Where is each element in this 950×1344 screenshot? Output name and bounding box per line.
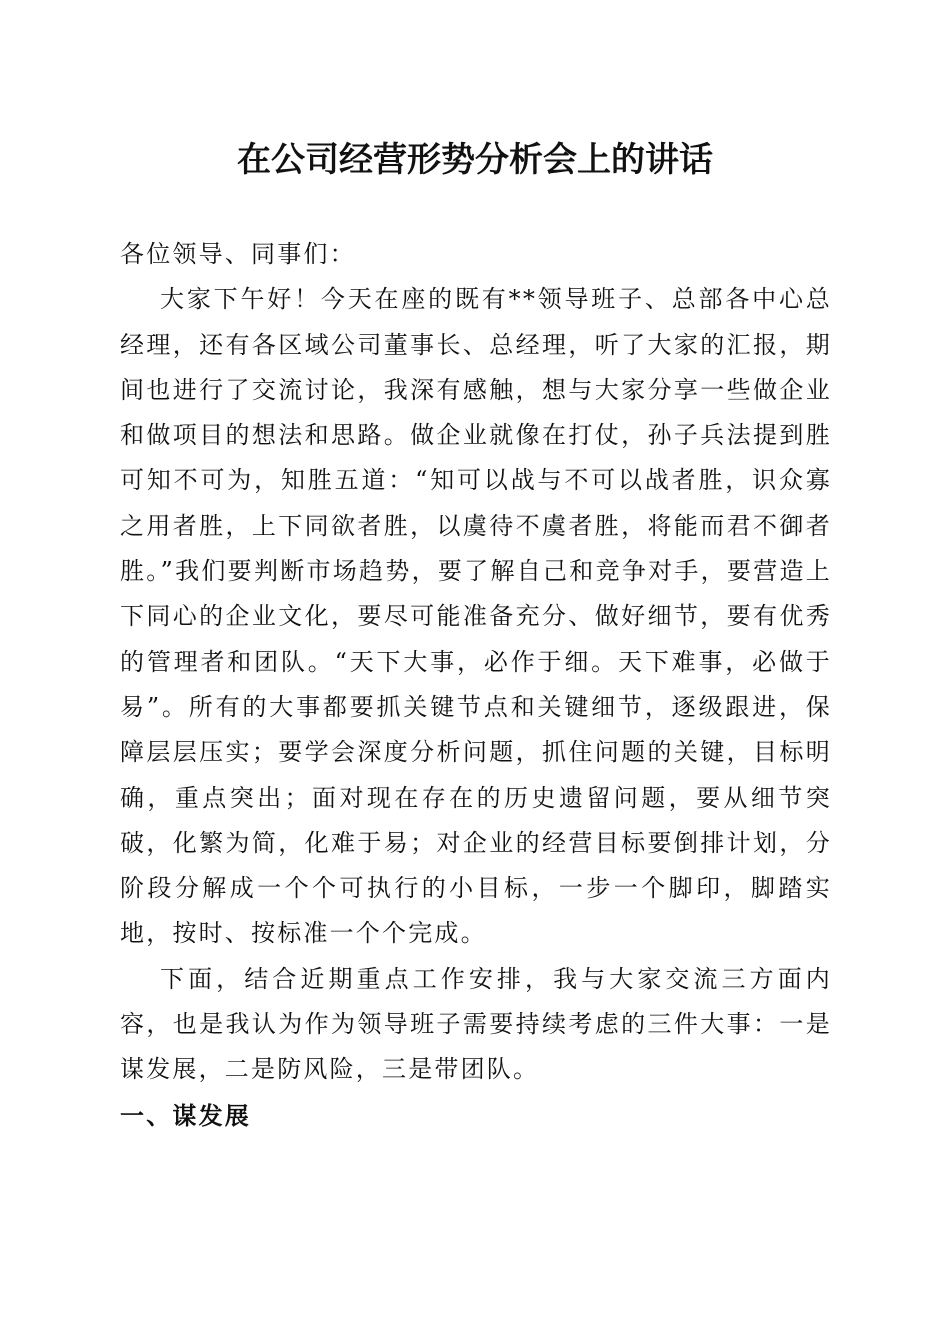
- document-title: 在公司经营形势分析会上的讲话: [237, 140, 713, 180]
- section-heading: 一、谋发展: [120, 1100, 251, 1130]
- salutation: 各位领导、同事们：: [120, 240, 356, 268]
- paragraph-1: 大家下午好！今天在座的既有**领导班子、总部各中心总经理，还有各区域公司董事长、总经理，听了大家的汇报，期间也进行了交流讨论，我深有感触，想与大家分享一些做企业和做项目的想法和思路。做企业就像在打仗，孙子兵法提到胜可知不可为，知胜五道：“知可以战与不可以战者胜，识众寡之用者胜，上下同欲者胜，以虞待不虞者胜，将能而君不御者胜。”我们要判断市场趋势，要了解自己和竞争对手，要营造上下同心的企业文化，要尽可能准备充分、做好细节，要有优秀的管理者和团队。“天下大事，必作于细。天下难事，必做于易”。所有的大事都要抓关键节点和关键细节，逐级跟进，保障层层压实；要学会深度分析问题，抓住问题的关键，目标明确，重点突出；面对现在存在的历史遗留问题，要从细节突破，化繁为简，化难于易；对企业的经营目标要倒排计划，分阶段分解成一个个可执行的小目标，一步一个脚印，脚踏实地，按时、按标准一个个完成。: [120, 285, 832, 948]
- document-body: [120, 232, 832, 1138]
- paragraph-2: 下面，结合近期重点工作安排，我与大家交流三方面内容，也是我认为作为领导班子需要持续考虑的三件大事：一是谋发展，二是防风险，三是带团队。: [120, 964, 832, 1084]
